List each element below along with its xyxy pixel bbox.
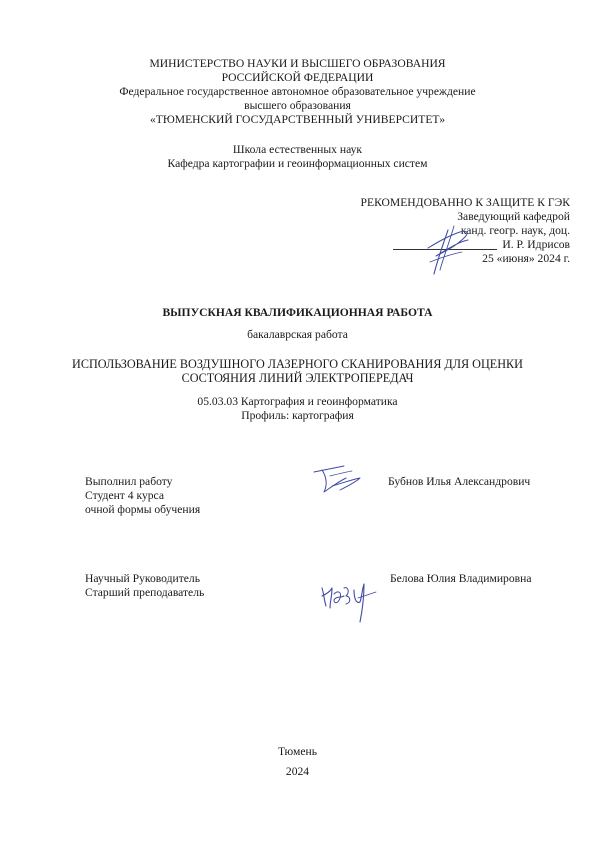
approval-name: И. Р. Идрисов xyxy=(502,238,570,251)
institution-type-line-1: Федеральное государственное автономное образовательное учреждение xyxy=(119,85,476,98)
supervisor-role-line-1: Научный Руководитель xyxy=(85,572,200,585)
ministry-line-2: РОССИЙСКОЙ ФЕДЕРАЦИИ xyxy=(221,71,374,84)
supervisor-role-line-2: Старший преподаватель xyxy=(85,586,205,599)
author-role-line-3: очной формы обучения xyxy=(85,503,201,516)
approval-position: Заведующий кафедрой xyxy=(457,210,570,223)
author-role-line-2: Студент 4 курса xyxy=(85,489,164,502)
city: Тюмень xyxy=(278,745,317,758)
department-name: Кафедра картографии и геоинформационных систем xyxy=(167,157,428,170)
author-name: Бубнов Илья Александрович xyxy=(388,475,531,488)
school-name: Школа естественных наук xyxy=(232,143,363,156)
institution-type-line-2: высшего образования xyxy=(244,99,351,112)
author-role-line-1: Выполнил работу xyxy=(85,475,173,488)
approval-date: 25 «июня» 2024 г. xyxy=(482,252,570,265)
author-signature xyxy=(312,460,370,496)
approval-degree: канд. геогр. наук, доц. xyxy=(460,224,570,237)
supervisor-name: Белова Юлия Владимировна xyxy=(390,572,532,585)
ministry-line-1: МИНИСТЕРСТВО НАУКИ И ВЫСШЕГО ОБРАЗОВАНИЯ xyxy=(149,57,446,70)
head-of-department-signature xyxy=(420,218,480,276)
year: 2024 xyxy=(285,765,310,778)
approval-title: РЕКОМЕНДОВАННО К ЗАЩИТЕ К ГЭК xyxy=(360,196,570,209)
specialty: 05.03.03 Картография и геоинформатика xyxy=(197,395,398,408)
university-name: «ТЮМЕНСКИЙ ГОСУДАРСТВЕННЫЙ УНИВЕРСИТЕТ» xyxy=(149,113,446,126)
work-title-line-2: СОСТОЯНИЯ ЛИНИЙ ЭЛЕКТРОПЕРЕДАЧ xyxy=(181,371,414,385)
supervisor-signature xyxy=(318,574,380,624)
work-title-line-1: ИСПОЛЬЗОВАНИЕ ВОЗДУШНОГО ЛАЗЕРНОГО СКАНИРОВАНИЯ ДЛЯ ОЦЕНКИ xyxy=(72,357,523,371)
work-subtype: бакалаврская работа xyxy=(247,328,348,341)
profile: Профиль: картография xyxy=(241,409,354,422)
work-type: ВЫПУСКНАЯ КВАЛИФИКАЦИОННАЯ РАБОТА xyxy=(162,306,433,319)
